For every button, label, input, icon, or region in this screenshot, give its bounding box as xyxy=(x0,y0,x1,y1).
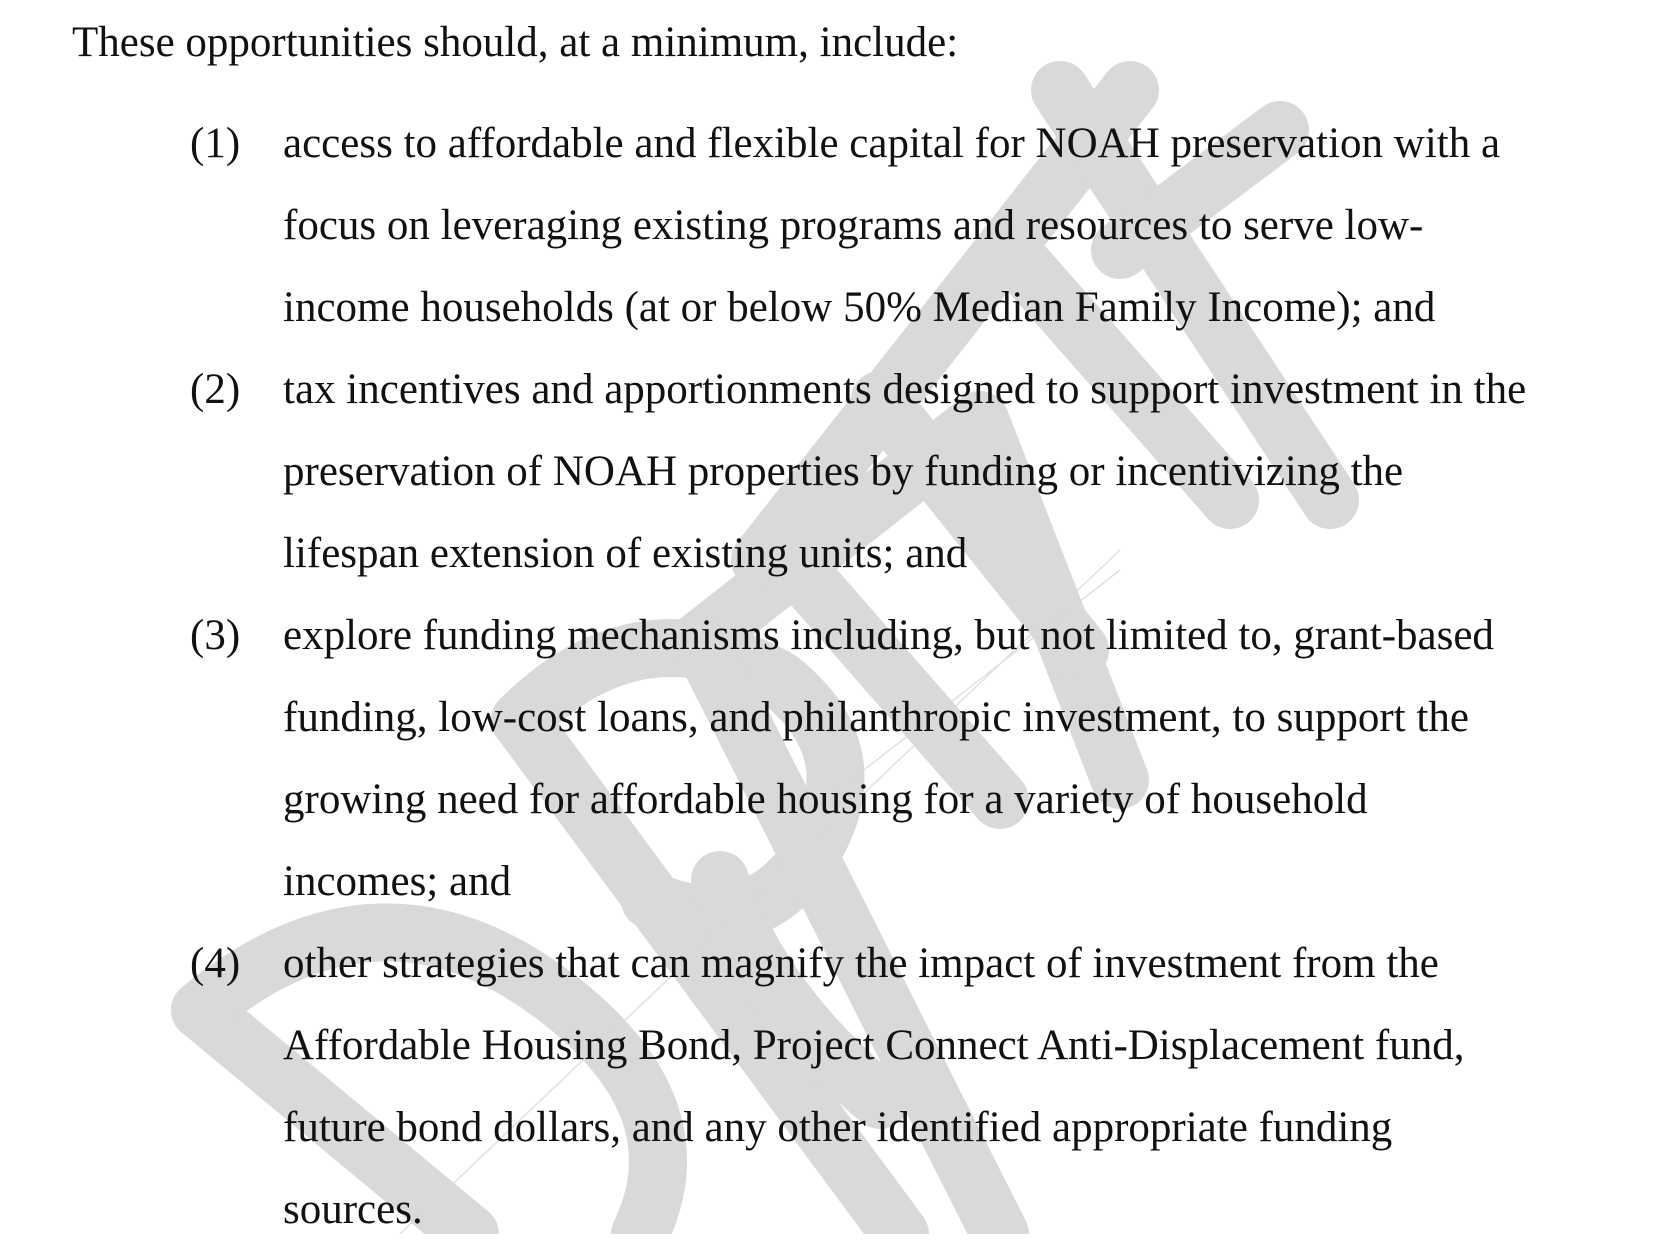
list-item-number: (1) xyxy=(190,120,241,167)
list-item-number: (2) xyxy=(190,366,241,413)
list-item-text xyxy=(283,923,1465,1251)
list-item-number: (3) xyxy=(190,612,241,659)
text-line: growing need for affordable housing for a variety of household xyxy=(283,776,1368,823)
text-line: income households (at or below 50% Median Family Income); and xyxy=(283,284,1436,331)
text-line: focus on leveraging existing programs and resources to serve low- xyxy=(283,202,1424,249)
text-line: other strategies that can magnify the impact of investment from the xyxy=(283,940,1439,987)
list-item-text xyxy=(283,103,1500,349)
text-line: incomes; and xyxy=(283,858,512,905)
list-item-number: (4) xyxy=(190,940,241,987)
text-line: lifespan extension of existing units; and xyxy=(283,530,968,577)
list-item-text xyxy=(283,349,1526,595)
list-item-text xyxy=(283,595,1494,923)
text-line: Affordable Housing Bond, Project Connect Anti-Displacement fund, xyxy=(283,1022,1465,1069)
text-line: sources. xyxy=(283,1186,423,1233)
text-line: future bond dollars, and any other identified appropriate funding xyxy=(283,1104,1393,1151)
text-line: tax incentives and apportionments designed to support investment in the xyxy=(283,366,1527,413)
intro-sentence: These opportunities should, at a minimum, include: xyxy=(72,19,959,66)
text-line: preservation of NOAH properties by funding or incentivizing the xyxy=(283,448,1404,495)
text-line: funding, low-cost loans, and philanthropic investment, to support the xyxy=(283,694,1469,741)
text-line: access to affordable and flexible capital for NOAH preservation with a xyxy=(283,120,1501,167)
text-line: explore funding mechanisms including, but not limited to, grant-based xyxy=(283,612,1494,659)
